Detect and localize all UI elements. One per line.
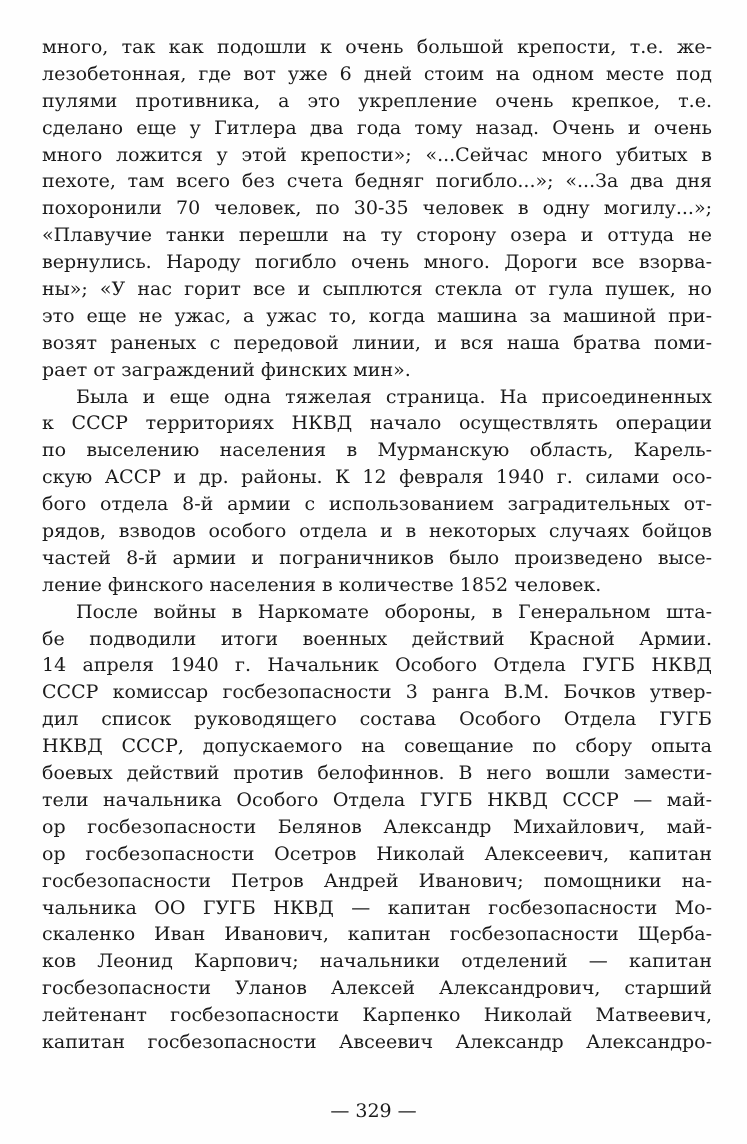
text-line: вернулись. Народу погибло очень много. Дороги все взорва- <box>42 251 712 274</box>
text-line: лейтенант госбезопасности Карпенко Николай Матвеевич, <box>42 1004 712 1027</box>
text-line: После войны в Наркомате обороны, в Генеральном шта- <box>76 600 712 623</box>
text-line: бе подводили итоги военных действий Красной Армии. <box>42 627 712 650</box>
text-line: госбезопасности Петров Андрей Иванович; помощники на- <box>42 869 712 892</box>
text-line: частей 8-й армии и пограничников было произведено высе- <box>42 546 712 569</box>
text-line: дил список руководящего состава Особого Отдела ГУГБ <box>42 708 712 731</box>
text-line: пулями противника, а это укрепление очень крепкое, т.е. <box>42 89 712 112</box>
text-line: тели начальника Особого Отдела ГУГБ НКВД СССР — май- <box>42 788 712 811</box>
text-line: сделано еще у Гитлера два года тому назад. Очень и очень <box>42 116 712 139</box>
paragraph-quotes <box>42 34 712 384</box>
text-line: капитан госбезопасности Авсеевич Александр Александро- <box>42 1030 712 1053</box>
text-line: много ложится у этой крепости»; «...Сейчас много убитых в <box>42 143 712 166</box>
text-line: ор госбезопасности Белянов Александр Михайлович, май- <box>42 815 712 838</box>
body-text <box>42 34 712 1056</box>
text-line: НКВД СССР, допускаемого на совещание по сбору опыта <box>42 735 712 758</box>
text-line: скую АССР и др. районы. К 12 февраля 1940 г. силами осо- <box>42 466 712 489</box>
text-line: «Плавучие танки перешли на ту сторону озера и оттуда не <box>42 224 712 247</box>
text-line: госбезопасности Уланов Алексей Александрович, старший <box>42 977 712 1000</box>
text-line: к СССР территориях НКВД начало осуществлять операции <box>42 412 712 435</box>
paragraph-after-war <box>42 599 712 1056</box>
text-line: скаленко Иван Иванович, капитан госбезопасности Щерба- <box>42 923 712 946</box>
text-line: это еще не ужас, а ужас то, когда машина за машиной при- <box>42 304 712 327</box>
text-line: лезобетонная, где вот уже 6 дней стоим на одном месте под <box>42 62 712 85</box>
text-line: рает от заграждений финских мин». <box>42 358 411 381</box>
text-line: Была и еще одна тяжелая страница. На присоединенных <box>76 385 712 408</box>
text-line: по выселению населения в Мурманскую область, Карель- <box>42 439 712 462</box>
text-line: пехоте, там всего без счета бедняг погибло...»; «...За два дня <box>42 170 712 193</box>
text-line: ление финского населения в количестве 1852 человек. <box>42 573 602 596</box>
text-line: 14 апреля 1940 г. Начальник Особого Отдела ГУГБ НКВД <box>42 654 712 677</box>
text-line: бого отдела 8-й армии с использованием заградительных от- <box>42 493 712 516</box>
text-line: рядов, взводов особого отдела и в некоторых случаях бойцов <box>42 520 712 543</box>
text-line: много, так как подошли к очень большой крепости, т.е. же- <box>42 36 712 58</box>
text-line: ны»; «У нас горит все и сыплются стекла от гула пушек, но <box>42 278 712 301</box>
page-number: — 329 — <box>330 1100 417 1122</box>
text-line: похоронили 70 человек, по 30-35 человек в одну могилу...»; <box>42 197 712 220</box>
text-line: ор госбезопасности Осетров Николай Алексеевич, капитан <box>42 842 712 865</box>
paragraph-deportation <box>42 384 712 599</box>
text-line: чальника ОО ГУГБ НКВД — капитан госбезопасности Мо- <box>42 896 712 919</box>
text-line: СССР комиссар госбезопасности 3 ранга В.М. Бочков утвер- <box>42 681 712 704</box>
text-line: боевых действий против белофиннов. В него вошли замести- <box>42 762 712 785</box>
text-line: ков Леонид Карпович; начальники отделений — капитан <box>42 950 712 973</box>
text-line: возят раненых с передовой линии, и вся наша братва поми- <box>42 331 712 354</box>
